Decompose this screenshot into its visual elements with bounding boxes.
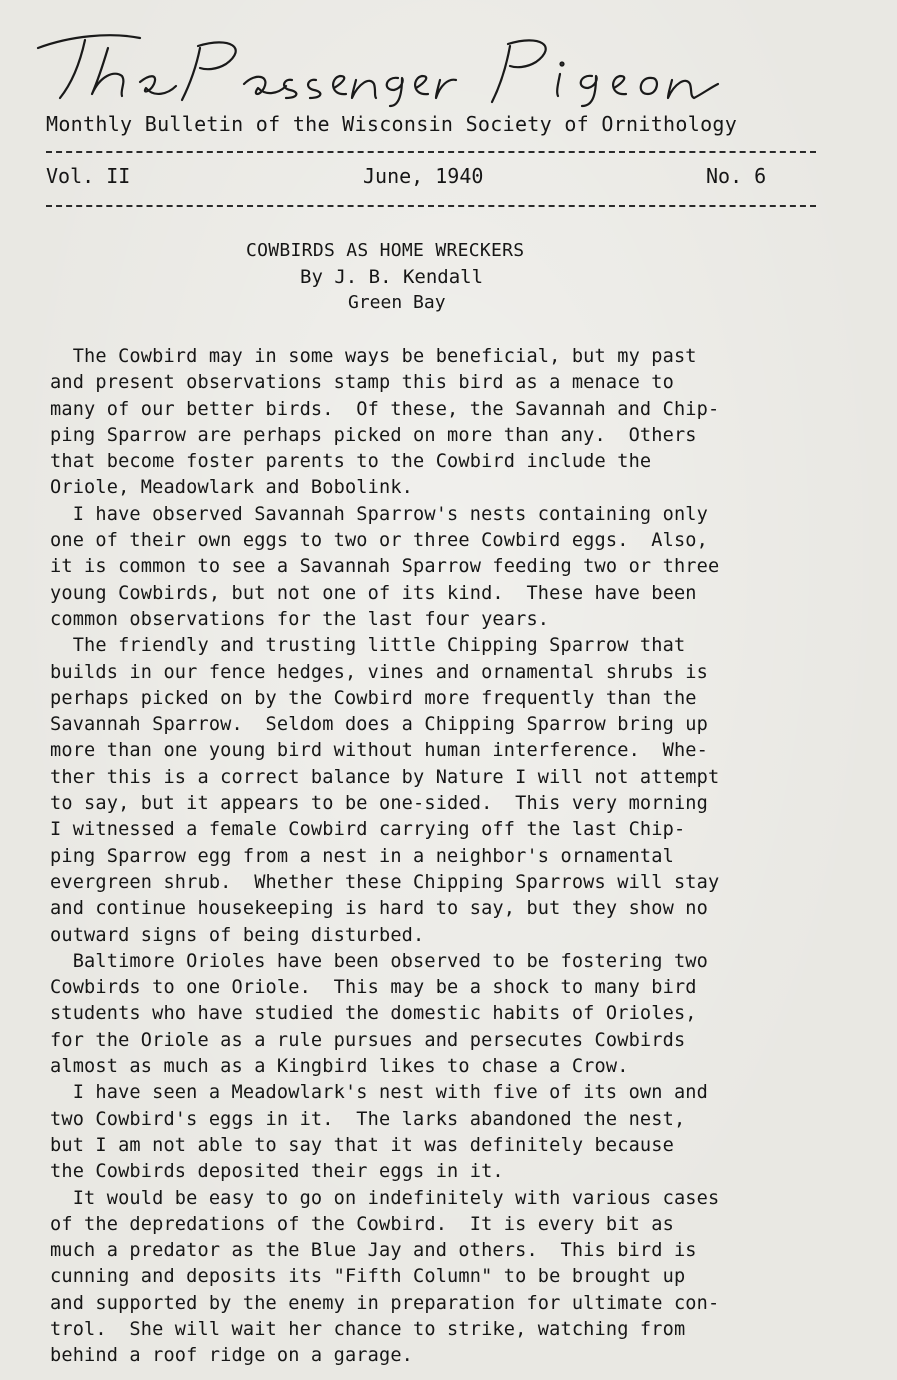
article-line: many of our better birds. Of these, the Savannah and Chip- (50, 398, 720, 420)
article-line: Cowbirds to one Oriole. This may be a shock to many bird (50, 977, 697, 999)
article-line: of the depredations of the Cowbird. It is every bit as (50, 1213, 674, 1235)
article-line: the Cowbirds deposited their eggs in it. (50, 1161, 504, 1183)
article-line: evergreen shrub. Whether these Chipping Sparrows will stay (50, 871, 720, 893)
article-author: By J. B. Kendall (300, 266, 484, 288)
article-line: almost as much as a Kingbird likes to chase a Crow. (50, 1056, 629, 1078)
volume-number: Vol. II (46, 164, 131, 188)
article-line: I have observed Savannah Sparrow's nests containing only (50, 503, 708, 525)
article-line: one of their own eggs to two or three Cowbird eggs. Also, (50, 530, 708, 552)
article-line: ther this is a correct balance by Nature I will not attempt (50, 766, 720, 788)
article-line: two Cowbird's eggs in it. The larks abandoned the nest, (50, 1108, 686, 1130)
bulletin-subtitle: Monthly Bulletin of the Wisconsin Society of Ornithology (46, 112, 738, 136)
article-line: for the Oriole as a rule pursues and persecutes Cowbirds (50, 1029, 686, 1051)
article-line: that become foster parents to the Cowbird include the (50, 451, 652, 473)
article-line: perhaps picked on by the Cowbird more frequently than the (50, 687, 697, 709)
article-line: The friendly and trusting little Chipping Sparrow that (50, 635, 686, 657)
article-line: outward signs of being disturbed. (50, 924, 425, 946)
article-line: The Cowbird may in some ways be beneficial, but my past (50, 346, 697, 367)
article-line: common observations for the last four years. (50, 608, 550, 630)
article-location: Green Bay (348, 292, 446, 313)
article-body (50, 344, 840, 1370)
article-line: more than one young bird without human interference. Whe- (50, 740, 708, 762)
issue-date: June, 1940 (363, 164, 484, 188)
article-line: ping Sparrow egg from a nest in a neighbor's ornamental (50, 845, 674, 867)
article-line: it is common to see a Savannah Sparrow feeding two or three (50, 556, 720, 578)
article-line: behind a roof ridge on a garage. (50, 1345, 414, 1367)
article-title: COWBIRDS AS HOME WRECKERS (246, 240, 525, 261)
article-line: young Cowbirds, but not one of its kind. These have been (50, 582, 697, 604)
article-line: Baltimore Orioles have been observed to be fostering two (50, 950, 708, 972)
article-line: but I am not able to say that it was definitely because (50, 1134, 674, 1156)
article-line: trol. She will wait her chance to strike, watching from (50, 1318, 686, 1340)
article-line: much a predator as the Blue Jay and others. This bird is (50, 1240, 697, 1262)
article-line: and supported by the enemy in preparation for ultimate con- (50, 1292, 720, 1314)
article-line: ping Sparrow are perhaps picked on more than any. Others (50, 424, 697, 446)
article-line: Savannah Sparrow. Seldom does a Chipping Sparrow bring up (50, 714, 708, 736)
dashed-divider-bottom (46, 205, 816, 207)
article-line: I have seen a Meadowlark's nest with five of its own and (50, 1082, 708, 1104)
article-line: students who have studied the domestic habits of Orioles, (50, 1003, 697, 1025)
masthead-script-logo (30, 18, 790, 108)
masthead-handwritten-title (30, 18, 790, 108)
article-line: cunning and deposits its "Fifth Column" to be brought up (50, 1266, 686, 1288)
article-line: and continue housekeeping is hard to say, but they show no (50, 898, 708, 920)
article-line: and present observations stamp this bird as a menace to (50, 372, 674, 394)
issue-number: No. 6 (706, 164, 767, 188)
dashed-divider-top (46, 151, 816, 153)
article-line: Oriole, Meadowlark and Bobolink. (50, 477, 414, 499)
article-line: builds in our fence hedges, vines and ornamental shrubs is (50, 661, 708, 683)
article-line: It would be easy to go on indefinitely with various cases (50, 1187, 720, 1209)
article-line: I witnessed a female Cowbird carrying off the last Chip- (50, 819, 686, 841)
article-line: to say, but it appears to be one-sided. This very morning (50, 793, 708, 815)
